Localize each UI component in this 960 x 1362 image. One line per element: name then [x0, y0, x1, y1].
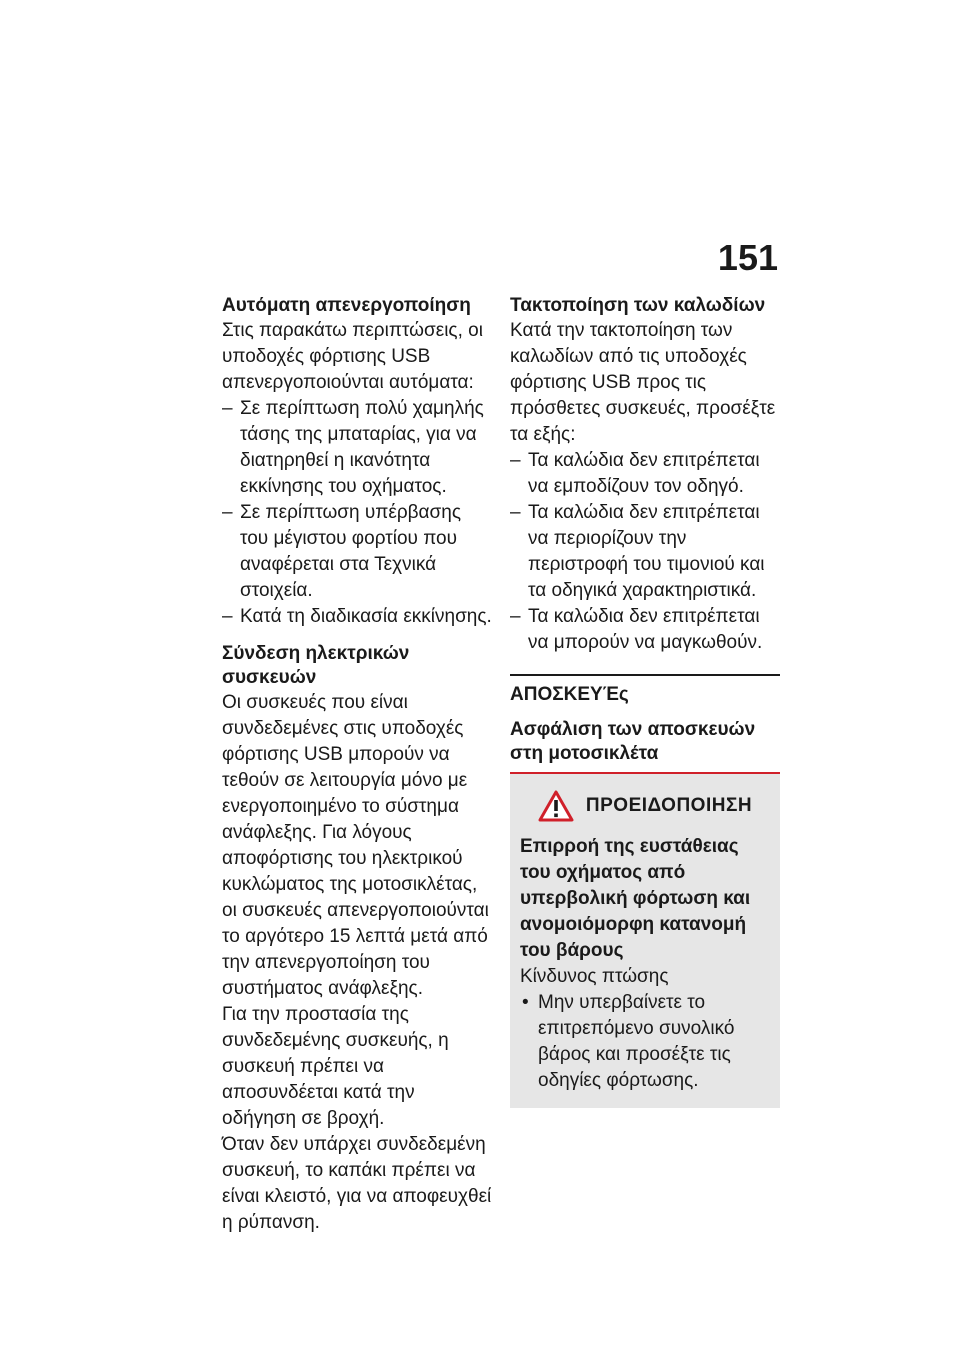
paragraph-cap-closed: Όταν δεν υπάρχει συνδεδεμένη συσκευή, το καπάκι πρέπει να είναι κλειστό, για να αποφευχθεί η ρύπανση.	[222, 1134, 492, 1233]
warning-subtitle: Κίνδυνος πτώσης	[520, 966, 669, 987]
list-auto-off	[222, 396, 492, 630]
right-column	[510, 294, 780, 1108]
paragraph-cable-routing: Κατά την τακτοποίηση των καλωδίων από τις υποδοχές φόρτισης USB προς τις πρόσθετες συσκευές, προσέξτε τα εξής:	[510, 320, 776, 445]
list-item: – Κατά τη διαδικασία εκκίνησης.	[222, 604, 492, 630]
paragraph-connect-devices: Οι συσκευές που είναι συνδεδεμένες στις υποδοχές φόρτισης USB μπορούν να τεθούν σε λειτουργία μόνο με ενεργοποιημένο το σύστημα ανάφλεξης. Για λόγους αποφόρτισης του ηλεκτρικού κυκλώματος της μοτοσικλέτας, οι συσκευές απενεργοποιούνται το αργότερο 15 λεπτά μετά από την απενεργοποίηση του συστήματος ανάφλεξης.	[222, 692, 489, 999]
warning-label: ΠΡΟΕΙΔΟΠΟΙΗΣΗ	[585, 795, 753, 816]
warning-list	[520, 990, 770, 1094]
page-number: 151	[717, 237, 778, 278]
warning-header	[520, 790, 770, 822]
paragraph-rain-protection: Για την προστασία της συνδεδεμένης συσκευής, η συσκευή πρέπει να αποσυνδέεται κατά την οδήγηση σε βροχή.	[222, 1004, 449, 1129]
list-cable-routing	[510, 448, 780, 656]
warning-title: Επιρροή της ευστάθειας του οχήματος από υπερβολική φόρτωση και ανομοιόμορφη κατανομή του βάρους	[520, 836, 751, 961]
heading-secure-luggage: Ασφάλιση των αποσκευών στη μοτοσικλέτα	[510, 719, 756, 764]
list-item: – Σε περίπτωση υπέρβασης του μέγιστου φορτίου που αναφέρεται στα Τεχνικά στοιχεία.	[222, 500, 492, 604]
list-item: – Τα καλώδια δεν επιτρέπεται να εμποδίζουν τον οδηγό.	[510, 448, 780, 500]
list-item: – Τα καλώδια δεν επιτρέπεται να περιορίζουν την περιστροφή του τιμονιού και τα οδηγικά χαρακτηριστικά.	[510, 500, 780, 604]
paragraph-auto-off: Στις παρακάτω περιπτώσεις, οι υποδοχές φόρτισης USB απενεργοποιούνται αυτόματα:	[222, 320, 483, 393]
heading-secure-luggage-block	[510, 718, 780, 774]
list-item: – Τα καλώδια δεν επιτρέπεται να μπορούν να μαγκωθούν.	[510, 604, 780, 656]
list-item: – Σε περίπτωση πολύ χαμηλής τάσης της μπαταρίας, για να διατηρηθεί η ικανότητα εκκίνησης του οχήματος.	[222, 396, 492, 500]
list-item: • Μην υπερβαίνετε το επιτρεπόμενο συνολικό βάρος και προσέξτε τις οδηγίες φόρτωσης.	[520, 990, 770, 1094]
left-column	[222, 294, 492, 1236]
section-title-luggage: ΑΠΟΣΚΕΥΈς	[510, 684, 629, 705]
heading-auto-off: Αυτόματη απενεργοποίηση	[222, 295, 471, 316]
heading-cable-routing: Τακτοποίηση των καλωδίων	[510, 295, 766, 316]
warning-box	[510, 774, 780, 1108]
warning-triangle-icon	[538, 790, 574, 822]
section-divider	[510, 674, 780, 774]
heading-connect-devices: Σύνδεση ηλεκτρικών συσκευών	[222, 643, 410, 688]
